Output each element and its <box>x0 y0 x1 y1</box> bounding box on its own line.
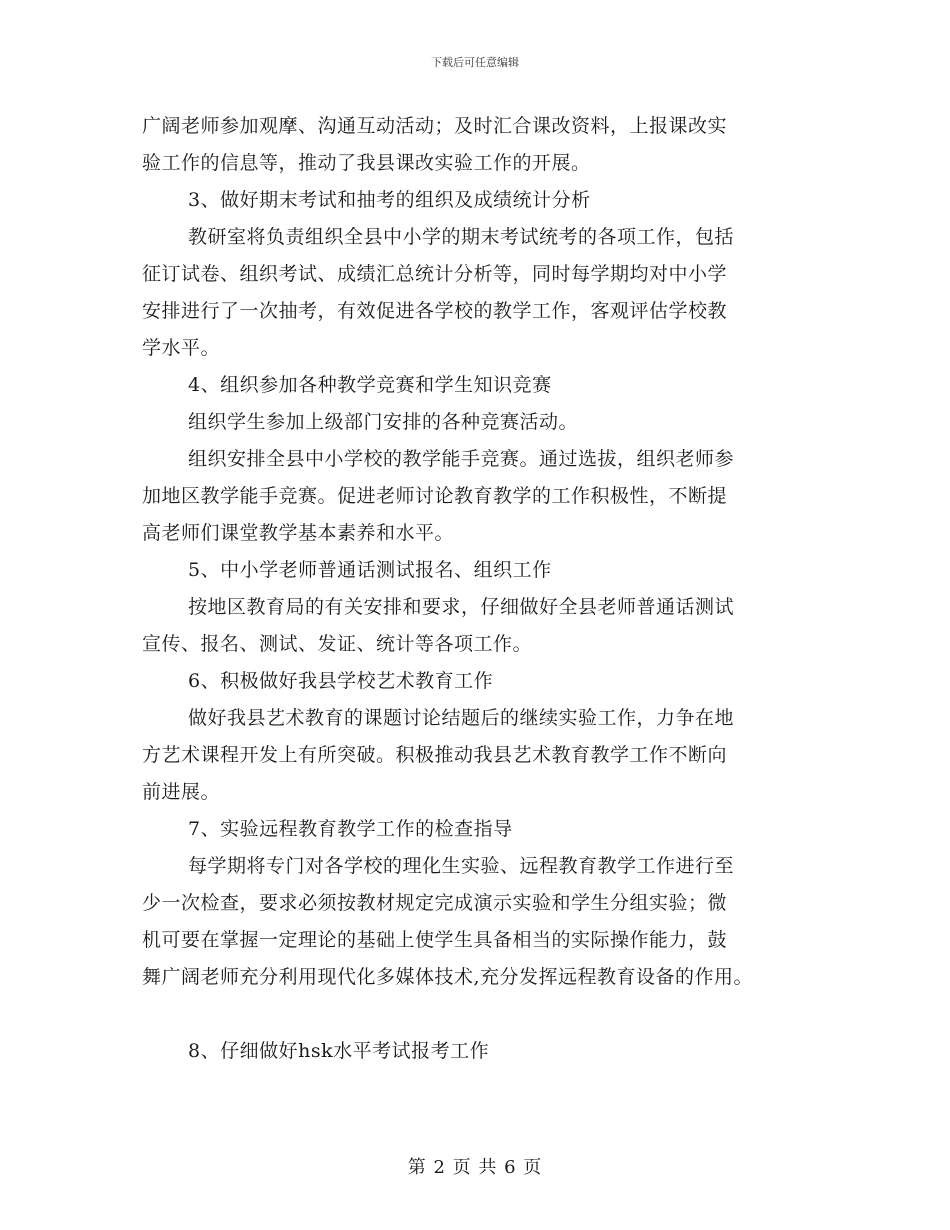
page-footer: 第 2 页 共 6 页 <box>407 1157 543 1178</box>
document-body <box>142 108 822 1070</box>
section-heading: 5、中小学老师普通话测试报名、组织工作 <box>188 559 552 581</box>
paragraph-line: 安排进行了一次抽考，有效促进各学校的教学工作，客观评估学校教 <box>142 300 728 322</box>
paragraph-line: 按地区教育局的有关安排和要求，仔细做好全县老师普通话测试 <box>188 596 735 618</box>
blank-line <box>142 996 822 1033</box>
paragraph-line: 征订试卷、组织考试、成绩汇总统计分析等，同时每学期均对中小学 <box>142 263 728 285</box>
paragraph-line: 加地区教学能手竞赛。促进老师讨论教育教学的工作积极性，不断提 <box>142 485 728 507</box>
paragraph-line: 前进展。 <box>142 781 221 803</box>
section-heading: 7、实验远程教育教学工作的检查指导 <box>188 818 513 840</box>
paragraph-line: 组织学生参加上级部门安排的各种竞赛活动。 <box>188 411 579 433</box>
paragraph-line: 广阔老师参加观摩、沟通互动活动；及时汇合课改资料，上报课改实 <box>142 115 728 137</box>
section-heading: 4、组织参加各种教学竞赛和学生知识竞赛 <box>188 374 552 396</box>
paragraph-line: 组织安排全县中小学校的教学能手竞赛。通过选拔，组织老师参 <box>188 448 735 470</box>
section-heading: 6、积极做好我县学校艺术教育工作 <box>188 670 494 692</box>
section-heading: 3、做好期末考试和抽考的组织及成绩统计分析 <box>188 189 591 211</box>
page-header: 下载后可任意编辑 <box>431 56 519 69</box>
paragraph-line: 做好我县艺术教育的课题讨论结题后的继续实验工作，力争在地 <box>188 707 735 729</box>
paragraph-line: 验工作的信息等，推动了我县课改实验工作的开展。 <box>142 152 591 174</box>
paragraph-line: 每学期将专门对各学校的理化生实验、远程教育教学工作进行至 <box>188 855 735 877</box>
paragraph-line: 高老师们课堂教学基本素养和水平。 <box>142 522 455 544</box>
paragraph-line: 宣传、报名、测试、发证、统计等各项工作。 <box>142 633 533 655</box>
paragraph-line: 舞广阔老师充分利用现代化多媒体技术,充分发挥远程教育设备的作用。 <box>142 966 754 988</box>
paragraph-line: 学水平。 <box>142 337 221 359</box>
section-heading: 8、仔细做好hsk水平考试报考工作 <box>188 1040 490 1062</box>
paragraph-line: 少一次检查，要求必须按教材规定完成演示实验和学生分组实验；微 <box>142 892 728 914</box>
paragraph-line: 教研室将负责组织全县中小学的期末考试统考的各项工作，包括 <box>188 226 735 248</box>
paragraph-line: 机可要在掌握一定理论的基础上使学生具备相当的实际操作能力，鼓 <box>142 929 728 951</box>
paragraph-line: 方艺术课程开发上有所突破。积极推动我县艺术教育教学工作不断向 <box>142 744 728 766</box>
